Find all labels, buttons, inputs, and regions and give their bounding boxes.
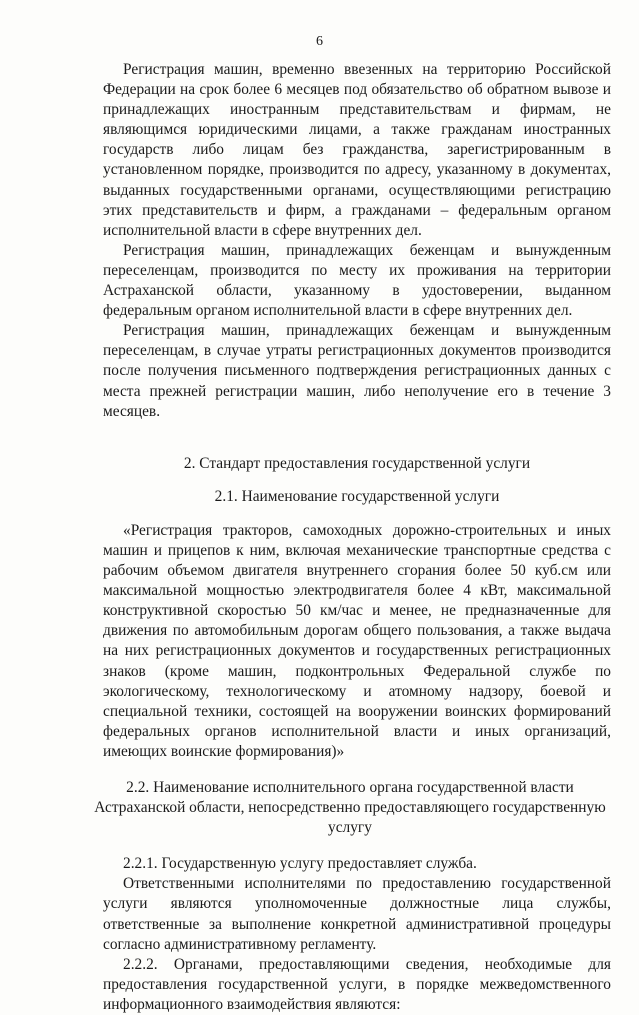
paragraph-2-2-2: 2.2.2. Органами, предоставляющими сведения, необходимые для предоставления государственной услуги, в порядке межведомственного информационного взаимодействия являются: — [103, 955, 611, 1013]
page-number: 6 — [316, 34, 323, 49]
section-heading-2-1: 2.1. Наименование государственной услуги — [214, 487, 500, 505]
paragraph-responsible: Ответственными исполнителями по предоставлению государственной услуги являются уполномоченные должностные лица службы, ответственные за выполнение конкретной административной процедуры согласно административному регламенту. — [103, 875, 611, 953]
service-name-quote: «Регистрация тракторов, самоходных дорожно-строительных и иных машин и прицепов к ним, включая механические транспортные средства с рабочим объемом двигателя внутреннего сгорания более 50 куб.см или максимальной мощностью электродвигателя более 4 кВт, максимальной конструктивной скоростью 50 км/час и менее, не предназначенные для движения по автомобильным дорогам общего пользования, а также выдача на них регистрационных документов и государственных регистрационных знаков (кроме машин, подконтрольных Федеральной службе по экологическому, технологическому и атомному надзору, боевой и специальной техники, состоящей на вооружении воинских формирований федеральных органов исполнительной власти и иных организаций, имеющих воинские формирования)» — [103, 521, 611, 760]
paragraph-2-2-1: 2.2.1. Государственную услугу предоставляет служба. — [123, 855, 477, 873]
paragraph-lost-documents: Регистрация машин, принадлежащих беженцам и вынужденным переселенцам, в случае утраты регистрационных документов производится после получения письменного подтверждения регистрационных данных с места прежней регистрации машин, либо неполучение его в течение 3 месяцев. — [103, 322, 611, 420]
document-body — [94, 60, 611, 1015]
paragraph-refugee-registration: Регистрация машин, принадлежащих беженцам и вынужденным переселенцам, производится по месту их проживания на территории Астраханской области, указанному в удостоверении, выданном федеральным органом исполнительной власти в сфере внутренних дел. — [103, 241, 611, 320]
paragraph-foreign-registration: Регистрация машин, временно ввезенных на территорию Российской Федерации на срок более 6 месяцев под обязательство об обратном вывозе и принадлежащих иностранным представительствам и фирмам, не являющимся юридическими лицами, а также гражданам иностранных государств либо лицам без гражданства, зарегистрированным в установленном порядке, производится по адресу, указанному в документах, выданных государственными органами, осуществляющими регистрацию этих представительств и фирм, а гражданами – федеральным органом исполнительной власти в сфере внутренних дел. — [103, 61, 611, 239]
section-heading-2: 2. Стандарт предоставления государственной услуги — [183, 454, 531, 472]
section-heading-2-2: 2.2. Наименование исполнительного органа государственной власти Астраханской области, непосредственно предоставляющего государственную услугу — [94, 779, 606, 837]
